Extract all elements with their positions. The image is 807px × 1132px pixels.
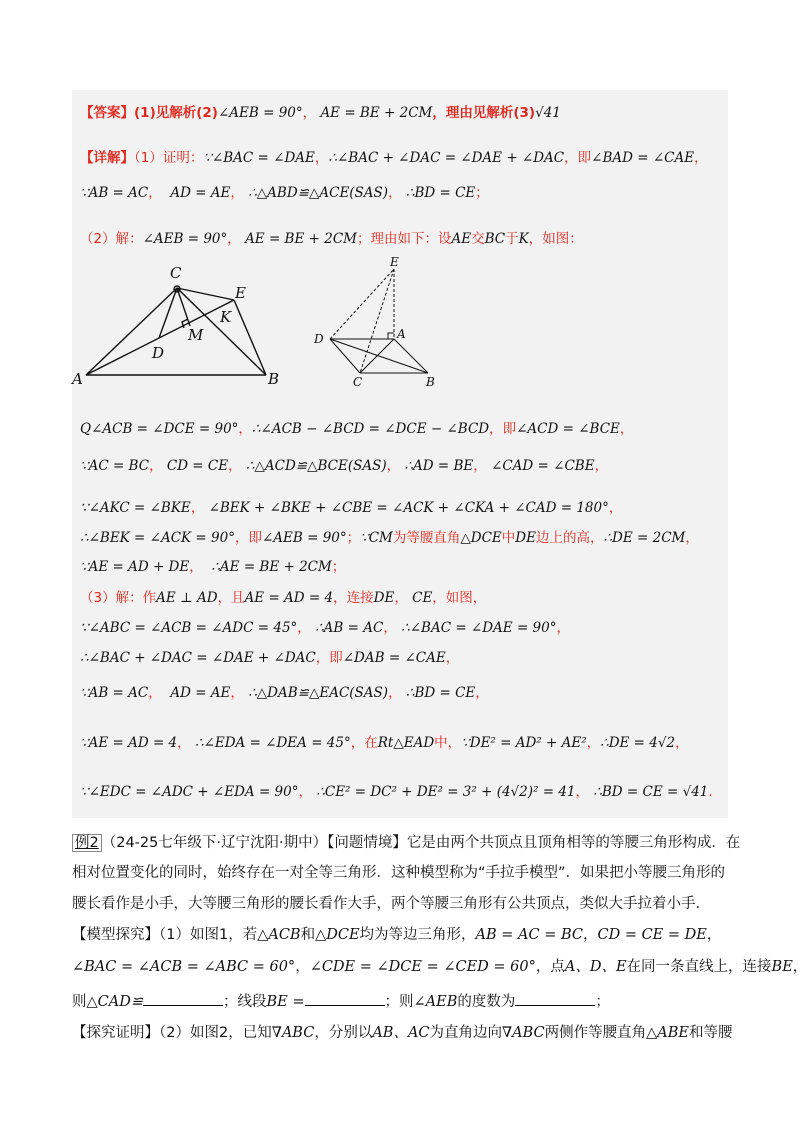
label-c: C [170,264,182,282]
answer-blank-3[interactable] [515,991,595,1006]
detail-line-6: ∵∠AKC = ∠BKE， ∠BEK + ∠BKE + ∠CBE = ∠ACK + ∠CKA + ∠CAD = 180°， [80,500,623,516]
example-line-7: 【探究证明】（2）如图2，已知∇ABC，分别以AB、AC为直角边向∇ABC两侧作等腰直角△ABE和等腰 [72,1025,733,1041]
segment-eb [234,300,266,375]
detail-line-4: Q∠ACB = ∠DCE = 90°，∴∠ACB − ∠BCD = ∠DCE − ∠BCD，即∠ACD = ∠BCE， [80,421,634,437]
label-m: M [188,326,204,344]
detail-line-11: ∴∠BAC + ∠DAC = ∠DAE + ∠DAC，即∠DAB = ∠CAE， [80,650,460,666]
label-a2: A [397,327,406,341]
answer-label: 【答案】 [80,105,134,121]
label-b2: B [426,375,435,389]
detail-line-1: 【详解】（1）证明：∵∠BAC = ∠DAE，∴∠BAC + ∠DAC = ∠DAE + ∠DAC，即∠BAD = ∠CAE， [80,150,708,166]
label-d: D [152,344,165,362]
label-c2: C [353,375,363,389]
label-a: A [72,370,83,388]
example-line-6: 则△CAD≌ ；线段BE = ；则∠AEB的度数为 ； [72,991,610,1013]
answer-blank-2[interactable] [305,991,385,1006]
detail-line-14: ∵∠EDC = ∠ADC + ∠EDA = 90°， ∴CE² = DC² + DE² = 3² + (4√2)² = 41， ∴BD = CE = √41. [80,784,713,800]
detail-line-13: ∵AE = AD = 4， ∴∠EDA = ∠DEA = 45°，在Rt△EAD中，∵DE² = AD² + AE²，∴DE = 4√2， [80,735,689,751]
label-b: B [268,370,280,388]
answer-line: 【答案】(1)见解析(2)∠AEB = 90°， AE = BE + 2CM，理由见解析(3)√41 [80,105,561,121]
example-label: 例2 [72,834,102,852]
example-line-5: ∠BAC = ∠ACB = ∠ABC = 60°，∠CDE = ∠DCE = ∠CED = 60°，点A、D、E在同一条直线上，连接BE， [72,959,807,975]
example-line-4: 【模型探究】（1）如图1，若△ACB和△DCE均为等边三角形，AB = AC = BC，CD = CE = DE， [72,927,722,943]
label-k: K [220,308,232,326]
segment-de [330,269,394,339]
example-line-3: 腰长看作是小手，大等腰三角形的腰长看作大手，两个等腰三角形有公共顶点，类似大手拉着小手． [72,896,710,912]
segment-ae [86,300,234,375]
segment-ec [360,269,394,373]
detail-line-8: ∵AE = AD + DE， ∴AE = BE + 2CM； [80,559,346,575]
example-line-2: 相对位置变化的同时，始终存在一对全等三角形．这种模型称为“手拉手模型”．如果把小等腰三角形的 [72,865,726,881]
detail-line-2: ∵AB = AC， AD = AE， ∴△ABD≌△ACE(SAS)， ∴BD = CE； [80,185,489,201]
detail-line-3: （2）解：∠AEB = 90°， AE = BE + 2CM；理由如下：设AE交BC于K，如图： [80,231,583,247]
example-line-1: 例2 （24-25七年级下·辽宁沈阳·期中）【问题情境】它是由两个共顶点且顶角相等的等腰三角形构成．在 [72,832,740,854]
detail-line-7: ∴∠BEK = ∠ACK = 90°，即∠AEB = 90°；∵CM为等腰直角△DCE中DE边上的高，∴DE = 2CM， [80,530,699,546]
figure-quadrilateral-2 [308,255,458,389]
label-e2: E [390,255,399,269]
right-angle-a [388,333,394,339]
detail-line-9: （3）解：作AE ⊥ AD，且AE = AD = 4，连接DE， CE，如图， [80,590,487,606]
detail-line-5: ∵AC = BC， CD = CE， ∴△ACD≌△BCE(SAS)， ∴AD = BE， ∠CAD = ∠CBE， [80,458,609,474]
segment-ab2 [394,339,428,373]
detail-line-10: ∵∠ABC = ∠ACB = ∠ADC = 45°， ∴AB = AC， ∴∠BAC = ∠DAE = 90°， [80,620,570,636]
detail-line-12: ∵AB = AC， AD = AE， ∴△DAB≌△EAC(SAS)， ∴BD = CE， [80,685,489,701]
label-e: E [235,284,246,302]
detail-label: 【详解】 [80,150,134,166]
answer-blank-1[interactable] [143,991,223,1006]
label-d2: D [314,332,324,346]
segment-ce [177,288,234,300]
figure-triangle-1 [70,262,300,388]
